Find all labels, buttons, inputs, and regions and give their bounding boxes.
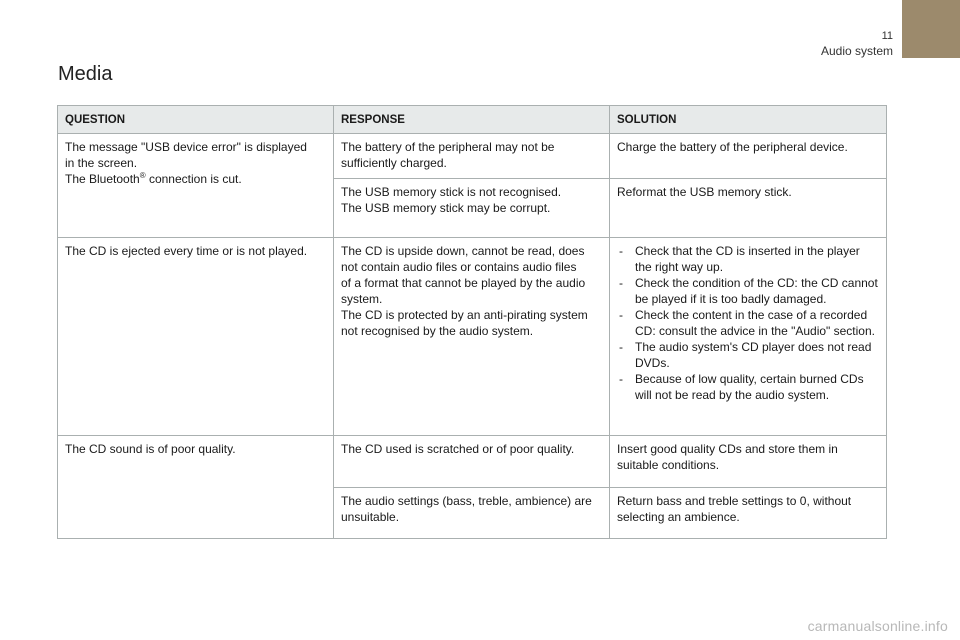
response-cell (334, 238, 610, 436)
response-text: The USB memory stick is not recognised. (341, 185, 562, 199)
solution-text: selecting an ambience. (617, 510, 740, 524)
response-text: unsuitable. (341, 510, 400, 524)
solution-cell (610, 238, 887, 436)
solution-text: Charge the battery of the peripheral device. (617, 140, 848, 154)
question-text: The CD is ejected every time or is not played. (65, 244, 308, 258)
question-text: The message "USB device error" is displayed (65, 140, 307, 154)
solution-list-item: - Because of low quality, certain burned CDs will not be read by the audio system. (617, 371, 879, 403)
table-header-row (58, 106, 887, 134)
solution-cell (610, 134, 887, 179)
section-name: Audio system (820, 44, 893, 58)
solution-list-item: - The audio system's CD player does not read DVDs. (617, 339, 879, 371)
solution-text: Return bass and treble settings to 0, without (617, 494, 852, 508)
column-header-response: RESPONSE (334, 106, 610, 134)
column-header-solution: SOLUTION (610, 106, 887, 134)
response-text: not recognised by the audio system. (341, 324, 534, 338)
response-text: The CD used is scratched or of poor quality. (341, 442, 575, 456)
question-cell (58, 436, 334, 539)
response-cell (334, 134, 610, 179)
faq-table (57, 105, 887, 539)
table-row (58, 134, 887, 179)
page-number: 11 (881, 30, 893, 42)
question-text: The Bluetooth® connection is cut. (65, 171, 242, 186)
watermark-link[interactable]: carmanualsonline.info (807, 618, 948, 634)
solution-cell (610, 488, 887, 539)
question-text: in the screen. (65, 156, 138, 170)
question-text: The CD sound is of poor quality. (65, 442, 236, 456)
response-text: The audio settings (bass, treble, ambience) are (341, 494, 592, 508)
solution-list-item: - Check the condition of the CD: the CD cannot be played if it is too badly damaged. (617, 275, 879, 307)
response-cell (334, 179, 610, 238)
registered-mark: ® (139, 171, 146, 180)
solution-cell (610, 436, 887, 488)
response-text: The USB memory stick may be corrupt. (341, 201, 551, 215)
table-row (58, 238, 887, 436)
solution-text: suitable conditions. (617, 458, 720, 472)
response-text: The battery of the peripheral may not be (341, 140, 555, 154)
response-text: The CD is upside down, cannot be read, does (341, 244, 585, 258)
solution-text: Reformat the USB memory stick. (617, 185, 792, 199)
page-title: Media (58, 63, 113, 85)
response-text: of a format that cannot be played by the audio (341, 276, 586, 290)
response-text: system. (341, 292, 383, 306)
question-cell (58, 134, 334, 238)
column-header-question: QUESTION (58, 106, 334, 134)
response-cell (334, 488, 610, 539)
response-text: sufficiently charged. (341, 156, 447, 170)
solution-text: Insert good quality CDs and store them in (617, 442, 838, 456)
solution-list (617, 243, 879, 403)
solution-list-item: - Check the content in the case of a recorded CD: consult the advice in the "Audio" section. (617, 307, 879, 339)
response-text: The CD is protected by an anti-pirating system (341, 308, 588, 322)
solution-list-item: - Check that the CD is inserted in the player the right way up. (617, 243, 879, 275)
solution-cell (610, 179, 887, 238)
response-text: not contain audio files or contains audio files (341, 260, 577, 274)
question-cell (58, 238, 334, 436)
section-tab-marker (902, 0, 960, 58)
response-cell (334, 436, 610, 488)
table-row (58, 436, 887, 488)
